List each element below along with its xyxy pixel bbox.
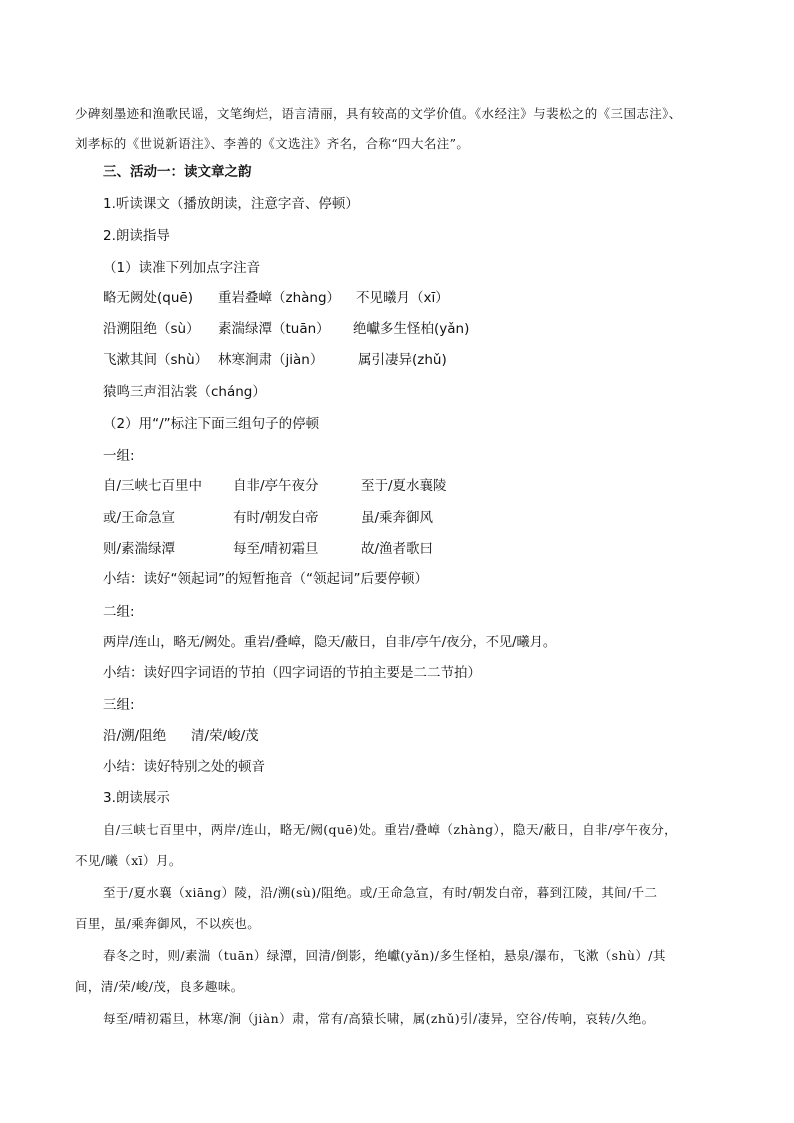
- group-1-label: 一组:: [103, 448, 135, 464]
- pause-item: 有时/朝发白帝: [233, 510, 319, 526]
- pause-item: 故/渔者歌曰: [361, 541, 434, 557]
- pinyin-item: 重岩叠嶂（zhàng）: [218, 290, 341, 306]
- pause-item: 清/荣/峻/茂: [191, 728, 259, 744]
- sub-2: （2）用“/”标注下面三组句子的停顿: [103, 416, 320, 432]
- pinyin-item: 猿鸣三声泪沾裳（cháng）: [103, 384, 266, 400]
- pinyin-item: 飞漱其间（shù）: [103, 352, 209, 368]
- reading-paragraph-1-line-1: 自/三峡七百里中，两岸/连山，略无/阙(quē)处。重岩/叠嶂（zhàng），隐天/蔽日，自非/亭午夜分，: [103, 822, 678, 837]
- pinyin-item: 沿溯阻绝（sù）: [103, 321, 200, 337]
- reading-paragraph-4-line-1: 每至/晴初霜旦，林寒/涧（jiàn）肃，常有/高猿长啸，属(zhǔ)引/凄异，空谷/传响，哀转/久绝。: [103, 1011, 655, 1026]
- pause-item: 沿/溯/阻绝: [103, 728, 167, 744]
- pause-item: 自非/亭午夜分: [233, 478, 319, 494]
- pinyin-item: 属引凄异(zhǔ): [358, 352, 447, 368]
- intro-line-1: 少碑刻墨迹和渔歌民谣，文笔绚烂，语言清丽，具有较高的文学价值。《水经注》与裴松之的《三国志注》、: [75, 106, 682, 121]
- summary-2: 小结：读好四字词语的节拍（四字词语的节拍主要是二二节拍）: [103, 665, 481, 681]
- step-1: 1.听读课文（播放朗读，注意字音、停顿）: [103, 196, 359, 212]
- pause-item: 或/王命急宣: [103, 510, 176, 526]
- pinyin-row: [103, 386, 703, 402]
- pause-row: [103, 480, 703, 496]
- group-2-text: 两岸/连山，略无/阙处。重岩/叠嶂，隐天/蔽日，自非/亭午/夜分，不见/曦月。: [103, 635, 557, 650]
- pause-item: 每至/晴初霜旦: [233, 541, 319, 557]
- reading-paragraph-2-line-1: 至于/夏水襄（xiāng）陵，沿/溯(sù)/阻绝。或/王命急宣，有时/朝发白帝，暮到江陵，其间/千二: [103, 885, 658, 900]
- reading-paragraph-1-line-2: 不见/曦（xī）月。: [75, 853, 182, 868]
- pause-row: [103, 512, 703, 528]
- summary-1: 小结：读好“领起词”的短暂拖音（“领起词”后要停顿）: [103, 571, 428, 587]
- pause-item: 自/三峡七百里中: [103, 478, 203, 494]
- step-2: 2.朗读指导: [103, 228, 170, 244]
- group-2-label: 二组:: [103, 604, 135, 620]
- reading-paragraph-3-line-1: 春冬之时，则/素湍（tuān）绿潭，回清/倒影，绝巘(yǎn)/多生怪柏，悬泉/瀑布，飞漱（shù）/其: [103, 948, 666, 963]
- pause-item: 则/素湍绿潭: [103, 541, 176, 557]
- group-3-label: 三组:: [103, 697, 135, 713]
- pause-item: 虽/乘奔御风: [361, 510, 434, 526]
- pinyin-item: 绝巘多生怪柏(yǎn): [353, 321, 470, 337]
- intro-line-2: 刘孝标的《世说新语注》、李善的《文选注》齐名，合称“四大名注”。: [75, 136, 470, 151]
- section-heading: 三、活动一：读文章之韵: [103, 164, 252, 180]
- pause-row: [103, 730, 503, 746]
- reading-paragraph-3-line-2: 间，清/荣/峻/茂，良多趣味。: [75, 979, 244, 994]
- pinyin-row: [103, 354, 703, 370]
- pinyin-item: 素湍绿潭（tuān）: [218, 321, 330, 337]
- step-3: 3.朗读展示: [103, 790, 170, 806]
- reading-paragraph-2-line-2: 百里，虽/乘奔御风，不以疾也。: [75, 916, 261, 931]
- pinyin-row: [103, 292, 703, 308]
- sub-1: （1）读准下列加点字注音: [103, 260, 261, 276]
- summary-3: 小结：读好特别之处的顿音: [103, 759, 265, 775]
- pinyin-item: 不见曦月（xī）: [356, 290, 449, 306]
- pinyin-row: [103, 323, 703, 339]
- pinyin-item: 林寒涧肃（jiàn）: [218, 352, 324, 368]
- pause-item: 至于/夏水襄陵: [361, 478, 447, 494]
- pause-row: [103, 543, 703, 559]
- pinyin-item: 略无阙处(quē): [103, 290, 193, 306]
